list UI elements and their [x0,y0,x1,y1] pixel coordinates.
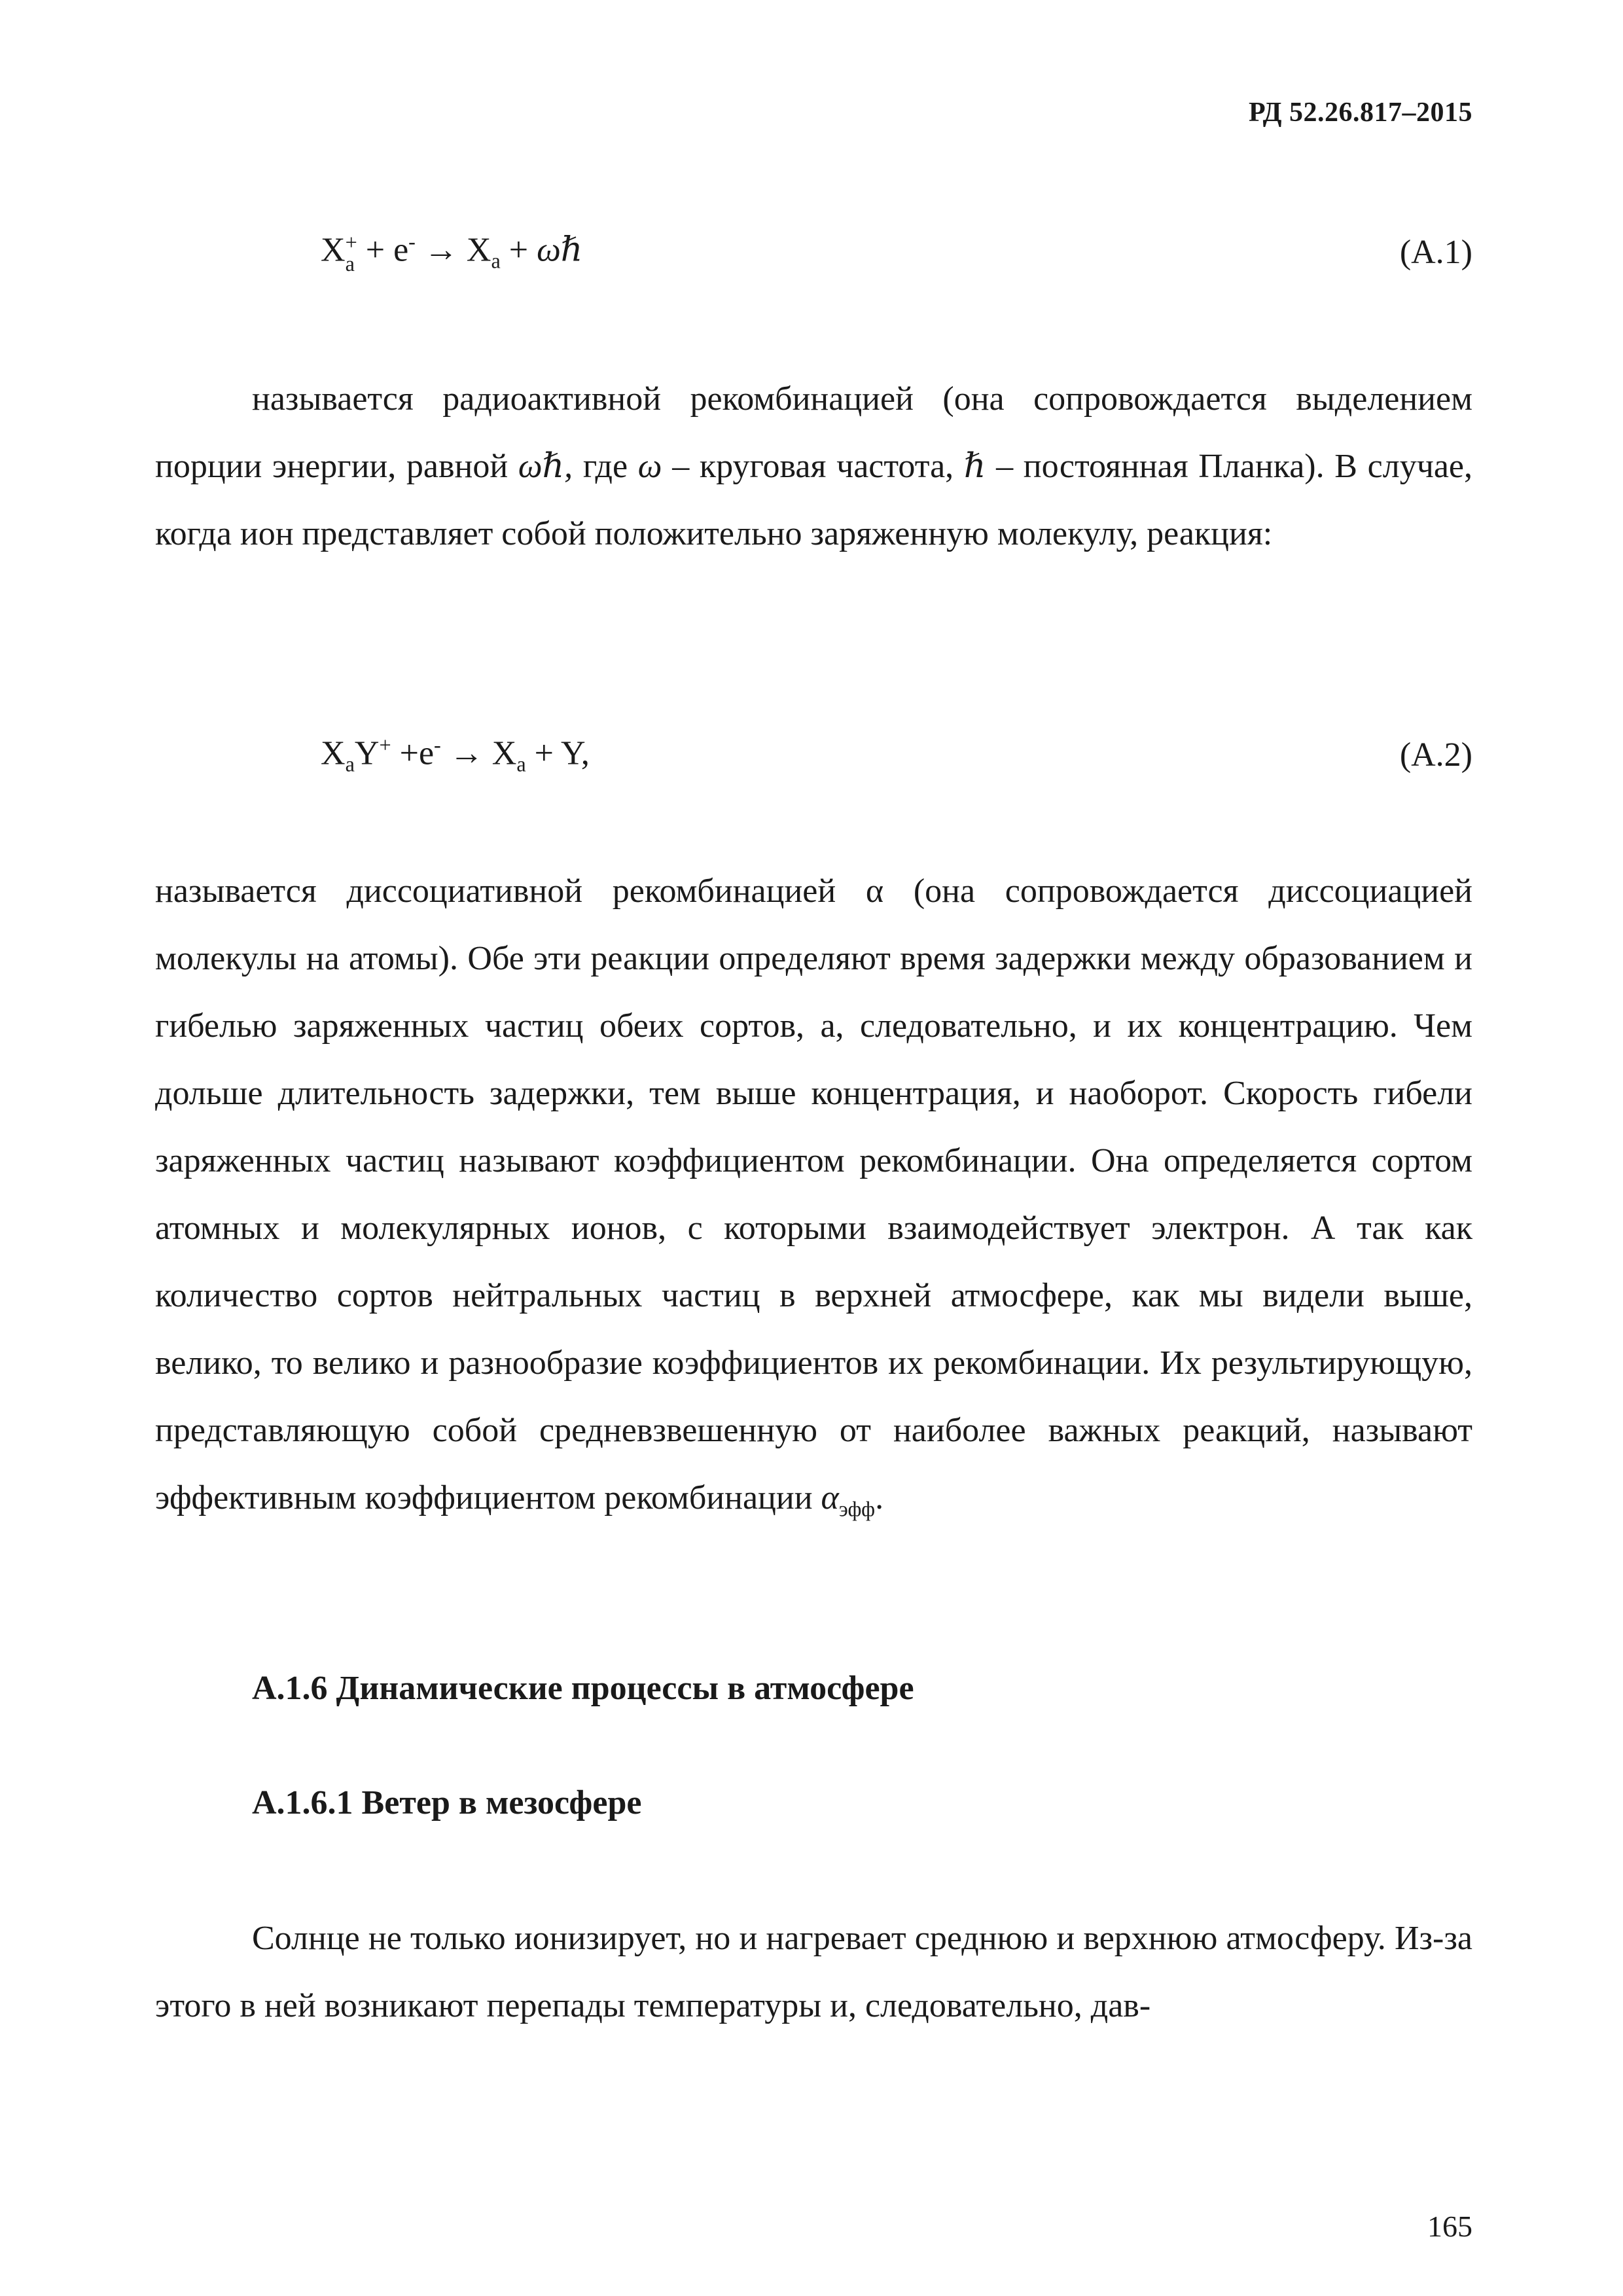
formula-a2-expression [321,733,590,777]
section-heading-a-1-6-1: А.1.6.1 Ветер в мезосфере [252,1784,642,1821]
text-run: где [573,448,638,485]
text-run: . [875,1479,884,1516]
symbol-omega-h: ωℏ, [518,448,573,485]
paragraph-radioactive-recombination [155,365,1472,567]
symbol-h-bar: ℏ [963,448,986,485]
formula-part: + [500,231,537,269]
section-heading-a-1-6: А.1.6 Динамические процессы в атмосфере [252,1670,914,1707]
text-run: называется диссоциативной рекомбинацией α (она сопровождается диссоциацией молекулы на атомы). Обе эти реакции определяют время задержки между образованием и гибелью заряженных частиц обеих сортов, а, следовательно, и их концентрацию. Чем дольше длительность задержки, тем выше концентрация, и наоборот. Скорость гибели заряженных частиц называют коэффициентом рекомбинации. Она определяется сортом атомных и молекулярных ионов, с которыми взаимодействует электрон. А так как количество сортов нейтральных частиц в верхней атмосфере, как мы видели выше, велико, то велико и разнообразие коэффициентов их рекомбинации. Их результирующую, представляющую собой средневзвешенную от наиболее важных реакций, называют эффективным коэффициентом рекомбинации [155,872,1472,1516]
formula-a2-number: (A.2) [1399,736,1472,774]
paragraph-mesosphere-wind: Солнце не только ионизирует, но и нагревает среднюю и верхнюю атмосферу. Из-за этого в ней возникают перепады температуры и, следовательно, дав- [155,1920,1472,2024]
formula-symbol: X [321,231,346,269]
formula-sup: - [408,230,416,254]
formula-symbol: X [321,734,346,772]
formula-a1-expression [321,230,582,274]
formula-part: → X [440,734,517,772]
formula-part: +e [391,734,435,772]
formula-part: → X [415,231,491,269]
formula-subsup [346,232,357,274]
symbol-alpha-subscript: эфф [838,1497,876,1521]
formula-sup: + [379,732,391,757]
text-run: – постоянная Планка). В случае, когда ион представляет собой положительно заряженную молекулу, реакция: [155,448,1472,552]
symbol-alpha: α [821,1479,839,1516]
formula-part: + Y, [526,734,590,772]
formula-a2 [321,732,1472,778]
formula-sup: - [434,732,441,757]
symbol-omega: ω [637,448,662,485]
formula-omega-h: ωℏ [537,231,583,269]
formula-a1-number: (A.1) [1399,233,1472,271]
text-run: – круговая частота, [662,448,964,485]
text-run: называется радиоактивной рекомбинацией (она сопровождается выделением порции энергии, равной [155,380,1472,485]
formula-part: + e [357,231,409,269]
formula-a1 [321,229,1472,275]
formula-sup: + [345,230,357,255]
formula-sub: a [345,752,355,776]
paragraph-dissociative-recombination [155,857,1472,1543]
formula-symbol: Y [354,734,380,772]
formula-sub: a [516,752,526,776]
document-code: РД 52.26.817–2015 [1248,98,1472,128]
formula-sub: a [345,251,355,276]
formula-sub: a [491,249,501,273]
page-number: 165 [1427,2210,1472,2243]
